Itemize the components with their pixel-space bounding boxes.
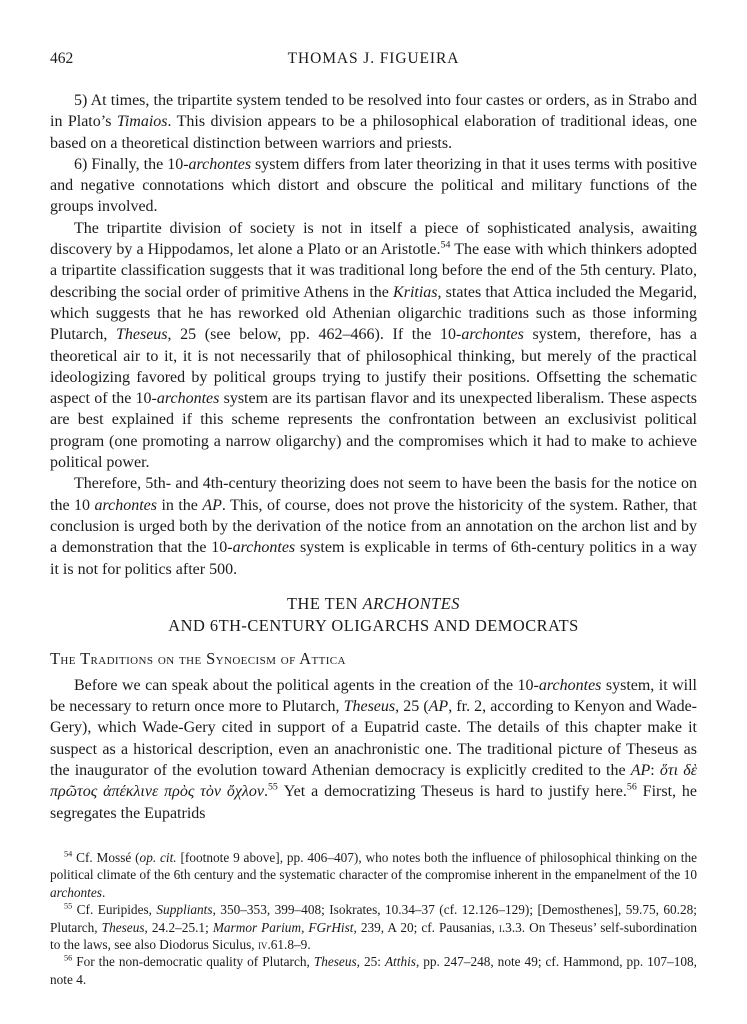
footnote-56: $^{56}$ For the non-democratic quality of Plutarch, Theseus, 25: Atthis, pp. 247–248, note 49; cf. Hammond, pp. 107–108, note 4. — [50, 953, 698, 987]
paragraph-therefore: Therefore, 5th- and 4th-century theorizing does not seem to have been the basis for the notice on the 10 archontes in the AP. This, of course, does not prove the historicity of the system. Rather, that conclusion is urged both by the derivation of the notice from an annotation on the archon list and by a demonstration that the 10-archontes system is explicable in terms of 6th-century politics in a way it is not for politics after 500. — [50, 475, 697, 578]
main-text — [50, 90, 697, 988]
section-heading — [50, 593, 697, 638]
paragraph-tripartite-division: The tripartite division of society is not in itself a piece of sophisticated analysis, awaiting discovery by a Hippodamos, let alone a Plato or an Aristotle.$^{54}$ The ease with which thinkers adopted a tripartite classification suggests that it was traditional long before the end of the 5th century. Plato, describing the social order of primitive Athens in the Kritias, states that Attica included the Megarid, which suggests that he has reworked old Athenian oligarchic traditions such as those informing Plutarch, Theseus, 25 (see below, pp. 462–466). If the 10-archontes system, therefore, has a theoretical air to it, it is not necessarily that of philosophical thinking, but merely of the practical ideologizing favored by political groups trying to justify their positions. Offsetting the schematic aspect of the 10-archontes system are its partisan flavor and its unexpected liberalism. These aspects are best explained if this scheme represents the confrontation between an exclusivist political program (one promoting a narrow oligarchy) and the compromises which it had to make to achieve political power. — [50, 219, 698, 472]
page-number: 462 — [50, 50, 74, 67]
paragraph-point-6: 6) Finally, the 10-archontes system differs from later theorizing in that it uses terms with positive and negative connotations which distort and obscure the political and military functions of the groups involved. — [50, 155, 698, 216]
paragraph-point-5: 5) At times, the tripartite system tended to be resolved into four castes or orders, as in Strabo and in Plato’s Timaios. This division appears to be a philosophical elaboration of traditional ideas, one based on a theoretical distinction between warriors and priests. — [50, 92, 697, 152]
subsection-heading: The Traditions on the Synoecism of Attica — [50, 648, 346, 668]
running-head: THOMAS J. FIGUEIRA — [287, 50, 460, 67]
footnote-54: $^{54}$ Cf. Mossé (op. cit. [footnote 9 above], pp. 406–407), who notes both the influence of philosophical thinking on the political climate of the 6th century and the systematic character of the compromise inherent in the empanelment of the 10 archontes. — [50, 849, 698, 900]
section-heading-line-2: AND 6TH-CENTURY OLIGARCHS AND DEMOCRATS — [168, 616, 579, 636]
footnotes-section — [50, 849, 697, 988]
footnote-55: $^{55}$ Cf. Euripides, Suppliants, 350–353, 399–408; Isokrates, 10.34–37 (cf. 12.126–129); [Demosthenes], 59.75, 60.28; Plutarch, Theseus, 24.2–25.1; Marmor Parium, FGrHist, 239, A 20; cf. Pausanias, i.3.3. On Theseus’ self-subordination to the laws, see also Diodorus Siculus, iv.61.8–9. — [50, 901, 697, 952]
section-heading-line-1: THE TEN ARCHONTES — [286, 593, 460, 613]
page-header — [50, 50, 697, 68]
paragraph-before-we-can-speak: Before we can speak about the political agents in the creation of the 10-archontes system, it will be necessary to return once more to Plutarch, Theseus, 25 (AP, fr. 2, according to Kenyon and Wade-Gery), which Wade-Gery cited in support of a Eupatrid caste. The details of this chapter make it suspect as a historical description, even an anachronistic one. The traditional picture of Theseus as the inaugurator of the evolution toward Athenian democracy is explicitly credited to the AP: ὅτι δὲ πρῶτος ἀπέκλινε πρὸς τὸν ὄχλον.$^{55}$ Yet a democratizing Theseus is hard to justify here.$^{56}$ First, he segregates the Eupatrids — [50, 676, 698, 822]
